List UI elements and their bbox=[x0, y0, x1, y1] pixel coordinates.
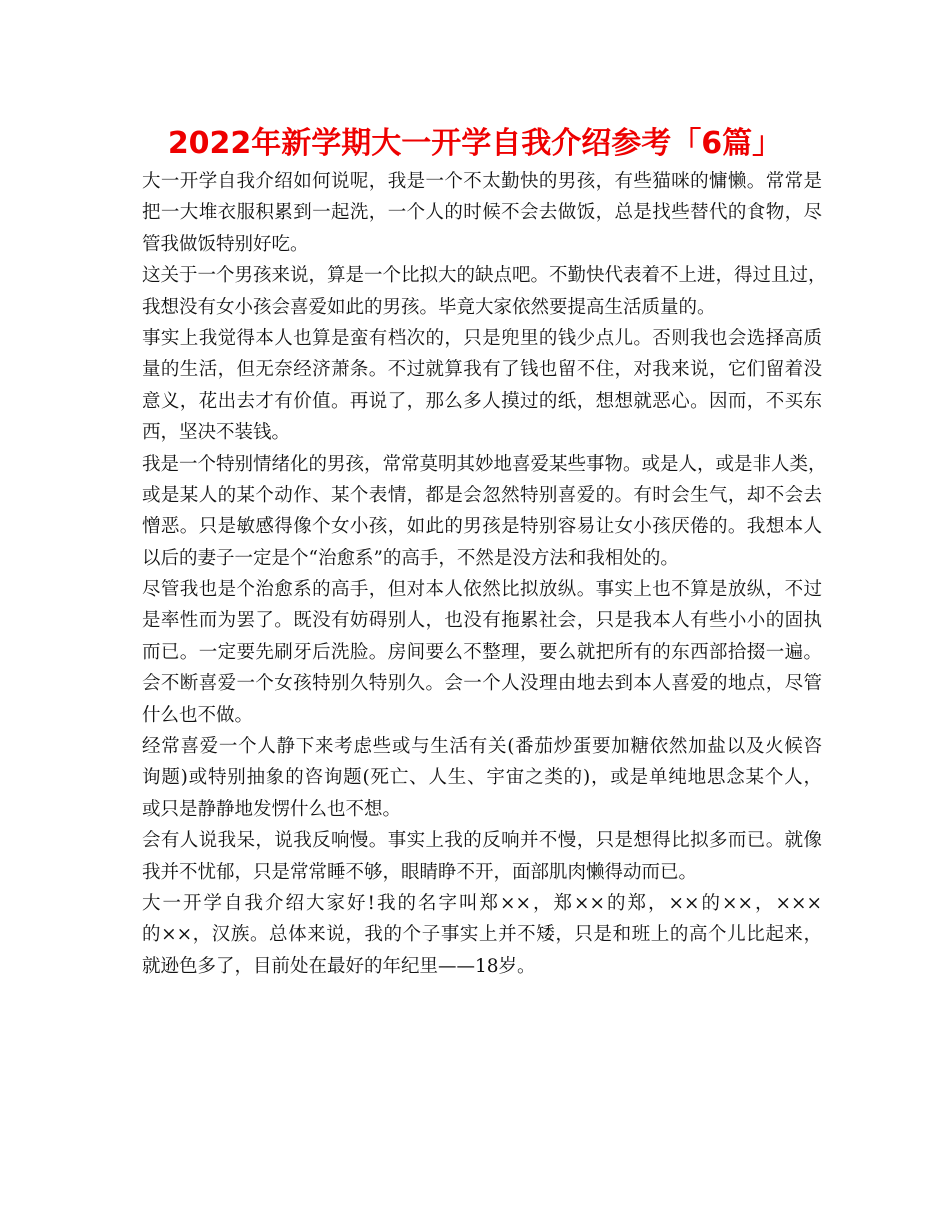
text-line: 或只是静静地发愣什么也不想。 bbox=[142, 798, 402, 820]
text-line: 经常喜爱一个人静下来考虑些或与生活有关(番茄炒蛋要加糖依然加盐以及火候咨 bbox=[142, 736, 822, 758]
text-line: 把一大堆衣服积累到一起洗，一个人的时候不会去做饭，总是找些替代的食物，尽 bbox=[142, 202, 822, 224]
text-line: 憎恶。只是敏感得像个女小孩，如此的男孩是特别容易让女小孩厌倦的。我想本人 bbox=[142, 516, 822, 538]
text-line: 询题)或特别抽象的咨询题(死亡、人生、宇宙之类的)，或是单纯地思念某个人， bbox=[142, 767, 822, 789]
text-line: 会不断喜爱一个女孩特别久特别久。会一个人没理由地去到本人喜爱的地点，尽管 bbox=[142, 673, 822, 695]
text-line: 意义，花出去才有价值。再说了，那么多人摸过的纸，想想就恶心。因而，不买东 bbox=[142, 390, 822, 412]
text-line: 西，坚决不装钱。 bbox=[142, 422, 291, 444]
text-line: 就逊色多了，目前处在最好的年纪里——18岁。 bbox=[142, 955, 536, 977]
text-line: 大一开学自我介绍如何说呢，我是一个不太勤快的男孩，有些猫咪的慵懒。常常是 bbox=[142, 171, 822, 192]
document-title: 2022年新学期大一开学自我介绍参考「6篇」 bbox=[167, 126, 783, 161]
text-line: 的××，汉族。总体来说，我的个子事实上并不矮，只是和班上的高个儿比起来， bbox=[142, 924, 822, 946]
text-line: 事实上我觉得本人也算是蛮有档次的，只是兜里的钱少点儿。否则我也会选择高质 bbox=[142, 327, 822, 349]
text-line: 以后的妻子一定是个“治愈系”的高手，不然是没方法和我相处的。 bbox=[142, 547, 679, 569]
text-line: 什么也不做。 bbox=[142, 704, 254, 726]
text-line: 尽管我也是个治愈系的高手，但对本人依然比拟放纵。事实上也不算是放纵，不过 bbox=[142, 579, 822, 601]
text-line: 会有人说我呆，说我反响慢。事实上我的反响并不慢，只是想得比拟多而已。就像 bbox=[142, 830, 822, 852]
text-line: 这关于一个男孩来说，算是一个比拟大的缺点吧。不勤快代表着不上进，得过且过， bbox=[142, 265, 827, 287]
text-line: 管我做饭特别好吃。 bbox=[142, 233, 309, 255]
text-line: 我是一个特别情绪化的男孩，常常莫明其妙地喜爱某些事物。或是人，或是非人类， bbox=[142, 453, 827, 475]
text-line: 大一开学自我介绍大家好!我的名字叫郑××，郑××的郑，××的××，××× bbox=[142, 892, 822, 914]
document-body bbox=[142, 166, 827, 982]
text-line: 是率性而为罢了。既没有妨碍别人，也没有拖累社会，只是我本人有些小小的固执 bbox=[142, 610, 822, 632]
text-line: 我并不忧郁，只是常常睡不够，眼睛睁不开，面部肌肉懒得动而已。 bbox=[142, 861, 698, 883]
text-line: 而已。一定要先刷牙后洗脸。房间要么不整理，要么就把所有的东西部拾掇一遍。 bbox=[142, 641, 822, 663]
text-line: 我想没有女小孩会喜爱如此的男孩。毕竟大家依然要提高生活质量的。 bbox=[142, 296, 716, 318]
text-line: 或是某人的某个动作、某个表情，都是会忽然特别喜爱的。有时会生气，却不会去 bbox=[142, 484, 822, 506]
text-line: 量的生活，但无奈经济萧条。不过就算我有了钱也留不住，对我来说，它们留着没 bbox=[142, 359, 822, 381]
